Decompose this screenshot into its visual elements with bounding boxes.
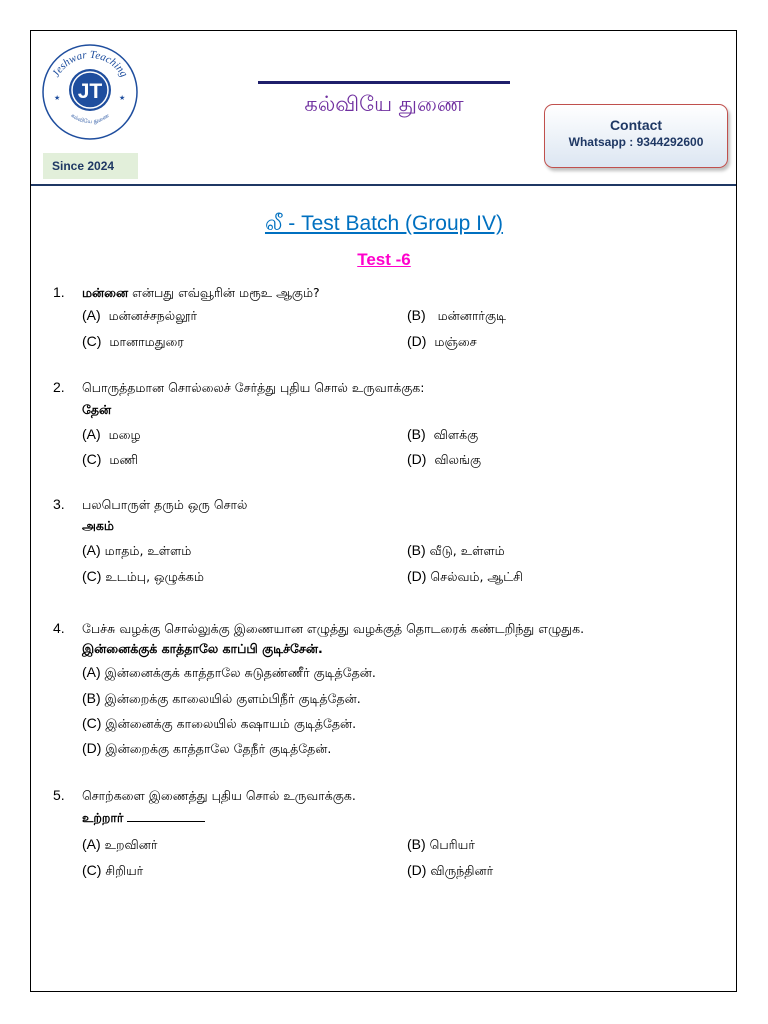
option-c: (C) இன்னைக்கு காலையில் கஷாயம் குடித்தேன்.: [82, 715, 357, 731]
option-b: (B) மன்னார்குடி: [407, 307, 506, 323]
logo-arc-text: Jeshwar Teaching: [50, 48, 130, 80]
question-keyword: தேன்: [82, 402, 112, 417]
question-number: 1.: [53, 284, 65, 300]
question-keyword: இன்னைக்குக் காத்தாலே காப்பி குடிச்சேன்.: [82, 641, 323, 656]
question-keyword: உற்றார்: [82, 810, 205, 827]
option-b: (B) இன்றைக்கு காலையில் குளம்பிநீர் குடித்தேன்.: [82, 690, 361, 706]
option-a: (A) மழை: [82, 426, 141, 442]
question-text: பொருத்தமான சொல்லைச் சேர்த்து புதிய சொல் உருவாக்குக:: [82, 380, 425, 395]
title-underline: [258, 81, 510, 84]
option-c: (C) மானாமதுரை: [82, 333, 184, 349]
test-batch-heading: லீ - Test Batch (Group IV): [264, 212, 504, 235]
svg-text:★: ★: [119, 94, 126, 102]
header-divider: [31, 184, 736, 186]
option-d: (D) விருந்தினர்: [407, 862, 494, 878]
question-text: பலபொருள் தரும் ஒரு சொல்: [82, 497, 248, 512]
question-text: பேச்சு வழக்கு சொல்லுக்கு இணையான எழுத்து வழக்குத் தொடரைக் கண்டறிந்து எழுதுக.: [82, 621, 585, 636]
question-text: மன்னை என்பது எவ்வூரின் மரூஉ ஆகும்?: [82, 285, 320, 300]
option-a: (A) மாதம், உள்ளம்: [82, 542, 192, 558]
logo-monogram: JT: [77, 80, 103, 103]
contact-title: Contact: [609, 117, 663, 133]
question-number: 5.: [53, 787, 65, 803]
option-c: (C) மணி: [82, 451, 139, 467]
option-d: (D) விலங்கு: [407, 451, 481, 467]
option-a: (A) உறவினர்: [82, 836, 158, 852]
option-c: (C) சிறியர்: [82, 862, 144, 878]
test-number: Test -6: [357, 250, 411, 269]
option-d: (D) மஞ்சை: [407, 333, 477, 349]
contact-box: [544, 104, 728, 168]
question-number: 2.: [53, 379, 65, 395]
option-b: (B) விளக்கு: [407, 426, 479, 442]
fill-blank-line: [127, 810, 205, 822]
option-c: (C) உடம்பு, ஒழுக்கம்: [82, 568, 204, 584]
question-keyword: அகம்: [82, 518, 114, 533]
brand-title: கல்வியே துணை: [304, 92, 464, 116]
question-number: 3.: [53, 496, 65, 512]
option-a: (A) இன்னைக்குக் காத்தாலே சுடுதண்ணீர் குடித்தேன்.: [82, 664, 376, 680]
option-d: (D) செல்வம், ஆட்சி: [407, 568, 523, 584]
option-a: (A) மன்னச்சநல்லூர்: [82, 307, 197, 323]
since-badge: Since 2024: [43, 153, 138, 179]
option-b: (B) வீடு, உள்ளம்: [407, 542, 505, 558]
option-b: (B) பெரியர்: [407, 836, 475, 852]
logo-arc-subtext: கல்வியே துணை: [69, 112, 111, 126]
question-text: சொற்களை இணைத்து புதிய சொல் உருவாக்குக.: [82, 788, 356, 803]
svg-text:★: ★: [54, 94, 61, 102]
contact-whatsapp: Whatsapp : 9344292600: [568, 135, 704, 149]
question-number: 4.: [53, 620, 65, 636]
logo-emblem: [40, 42, 140, 142]
option-d: (D) இன்றைக்கு காத்தாலே தேநீர் குடித்தேன்.: [82, 740, 332, 756]
